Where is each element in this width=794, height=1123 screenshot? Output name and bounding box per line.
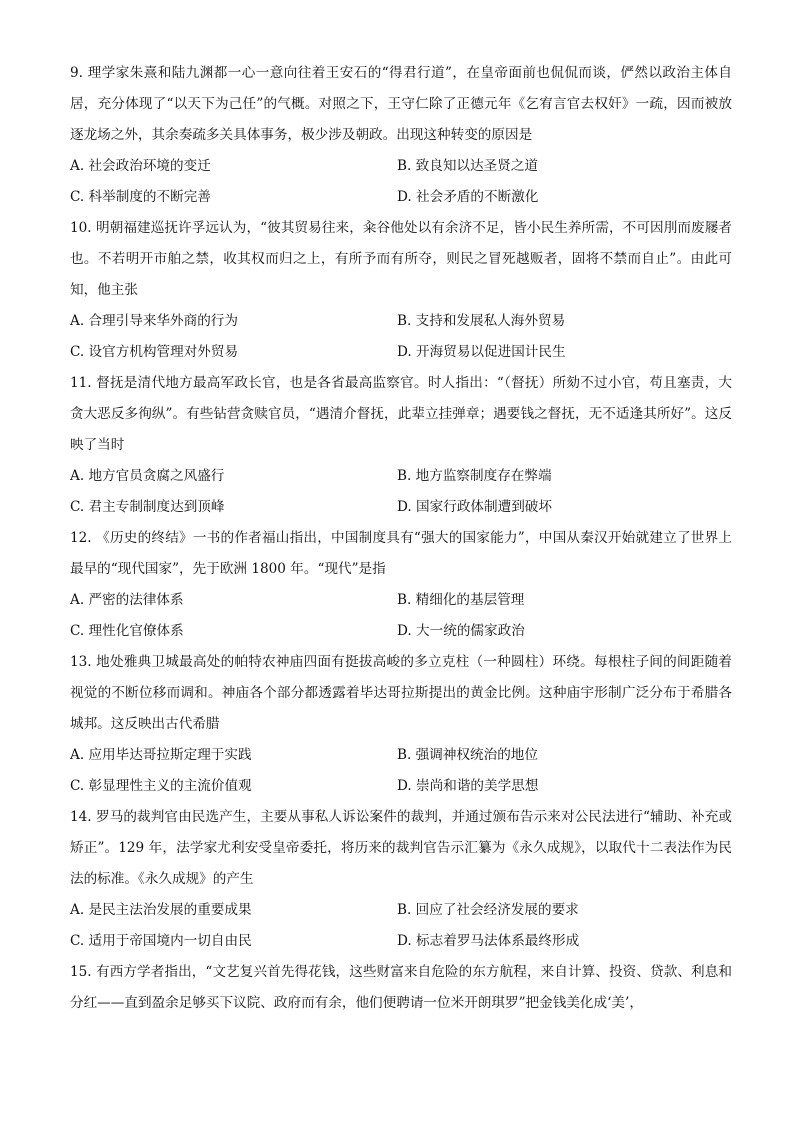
option-b: B. 强调神权统治的地位: [397, 747, 538, 763]
question-14: [70, 802, 732, 957]
question-11: [70, 368, 732, 523]
options-grid: [70, 151, 732, 213]
option-b: B. 精细化的基层管理: [397, 592, 525, 608]
options-grid: [70, 306, 732, 368]
question-stem: 13. 地处雅典卫城最高处的帕特农神庙四面有挺拔高峻的多立克柱（一种圆柱）环绕。每根柱子间的间距随着视觉的不断位移而调和。神庙各个部分都透露着毕达哥拉斯提出的黄金比例。这种庙宇形制广泛分布于希腊各城邦。这反映出古代希腊: [70, 654, 732, 732]
option-d: D. 标志着罗马法体系最终形成: [397, 933, 580, 949]
question-stem: 9. 理学家朱熹和陆九渊都一心一意向往着王安石的“得君行道”，在皇帝面前也侃侃而谈，俨然以政治主体自居，充分体现了“以天下为己任”的气概。对照之下，王守仁除了正德元年《乞宥言官去权奸》一疏，因而被放逐龙场之外，其余奏疏多关具体事务，极少涉及朝政。出现这种转变的原因是: [70, 65, 732, 143]
option-b: B. 回应了社会经济发展的要求: [397, 902, 579, 918]
option-c: C. 君主专制制度达到顶峰: [70, 499, 225, 515]
option-c: C. 设官方机构管理对外贸易: [70, 344, 239, 360]
option-a: A. 地方官员贪腐之风盛行: [70, 468, 225, 484]
option-c: C. 理性化官僚体系: [70, 623, 184, 639]
options-grid: [70, 461, 732, 523]
option-a: A. 合理引导来华外商的行为: [70, 313, 238, 329]
option-c: C. 彰显理性主义的主流价值观: [70, 778, 252, 794]
option-b: B. 支持和发展私人海外贸易: [397, 313, 566, 329]
options-grid: [70, 740, 732, 802]
question-stem: 10. 明朝福建巡抚许孚远认为，“彼其贸易往来，籴谷他处以有余济不足，皆小民生养所需，不可因刖而废屦者也。不若明开市舶之禁，收其权而归之上，有所予而有所夺，则民之冒死越贩者，固将不禁而自止”。由此可知，他主张: [70, 220, 732, 298]
option-d: D. 大一统的儒家政治: [397, 623, 525, 639]
question-9: [70, 58, 732, 213]
options-grid: [70, 895, 732, 957]
question-13: [70, 647, 732, 802]
option-a: A. 严密的法律体系: [70, 592, 184, 608]
option-c: C. 适用于帝国境内一切自由民: [70, 933, 252, 949]
question-stem: 12. 《历史的终结》一书的作者福山指出，中国制度具有“强大的国家能力”，中国从秦汉开始就建立了世界上最早的“现代国家”，先于欧洲 1800 年。“现代”是指: [70, 530, 732, 577]
question-stem: 14. 罗马的裁判官由民选产生，主要从事私人诉讼案件的裁判，并通过颁布告示来对公民法进行“辅助、补充或矫正”。129 年，法学家尤利安受皇帝委托，将历来的裁判官告示汇纂为《永久成规》，以取代十二表法作为民法的标准。《永久成规》的产生: [70, 809, 732, 887]
question-stem: 15. 有西方学者指出，“文艺复兴首先得花钱，这些财富来自危险的东方航程，来自计算、投资、贷款、利息和分红——直到盈余足够买下议院、政府而有余，他们便聘请一位米开朗琪罗”把金钱美化成‘美’，: [70, 964, 732, 1011]
question-12: [70, 523, 732, 647]
option-d: D. 开海贸易以促进国计民生: [397, 344, 566, 360]
options-grid: [70, 585, 732, 647]
option-a: A. 应用毕达哥拉斯定理于实践: [70, 747, 252, 763]
question-15: [70, 957, 732, 1019]
option-b: B. 地方监察制度存在弊端: [397, 468, 552, 484]
question-stem: 11. 督抚是清代地方最高军政长官，也是各省最高监察官。时人指出：“（督抚）所劾不过小官，苟且塞责，大贪大恶反多徇纵”。有些钻营贪赎官员，“遇清介督抚，此辈立挂弹章；遇要钱之督抚，无不适逢其所好”。这反映了当时: [70, 375, 732, 453]
option-d: D. 崇尚和谐的美学思想: [397, 778, 539, 794]
option-d: D. 社会矛盾的不断激化: [397, 189, 539, 205]
option-b: B. 致良知以达圣贤之道: [397, 158, 538, 174]
option-d: D. 国家行政体制遭到破坏: [397, 499, 552, 515]
question-10: [70, 213, 732, 368]
exam-page: [70, 58, 732, 1019]
option-a: A. 是民主法治发展的重要成果: [70, 902, 252, 918]
option-c: C. 科举制度的不断完善: [70, 189, 211, 205]
option-a: A. 社会政治环境的变迁: [70, 158, 211, 174]
